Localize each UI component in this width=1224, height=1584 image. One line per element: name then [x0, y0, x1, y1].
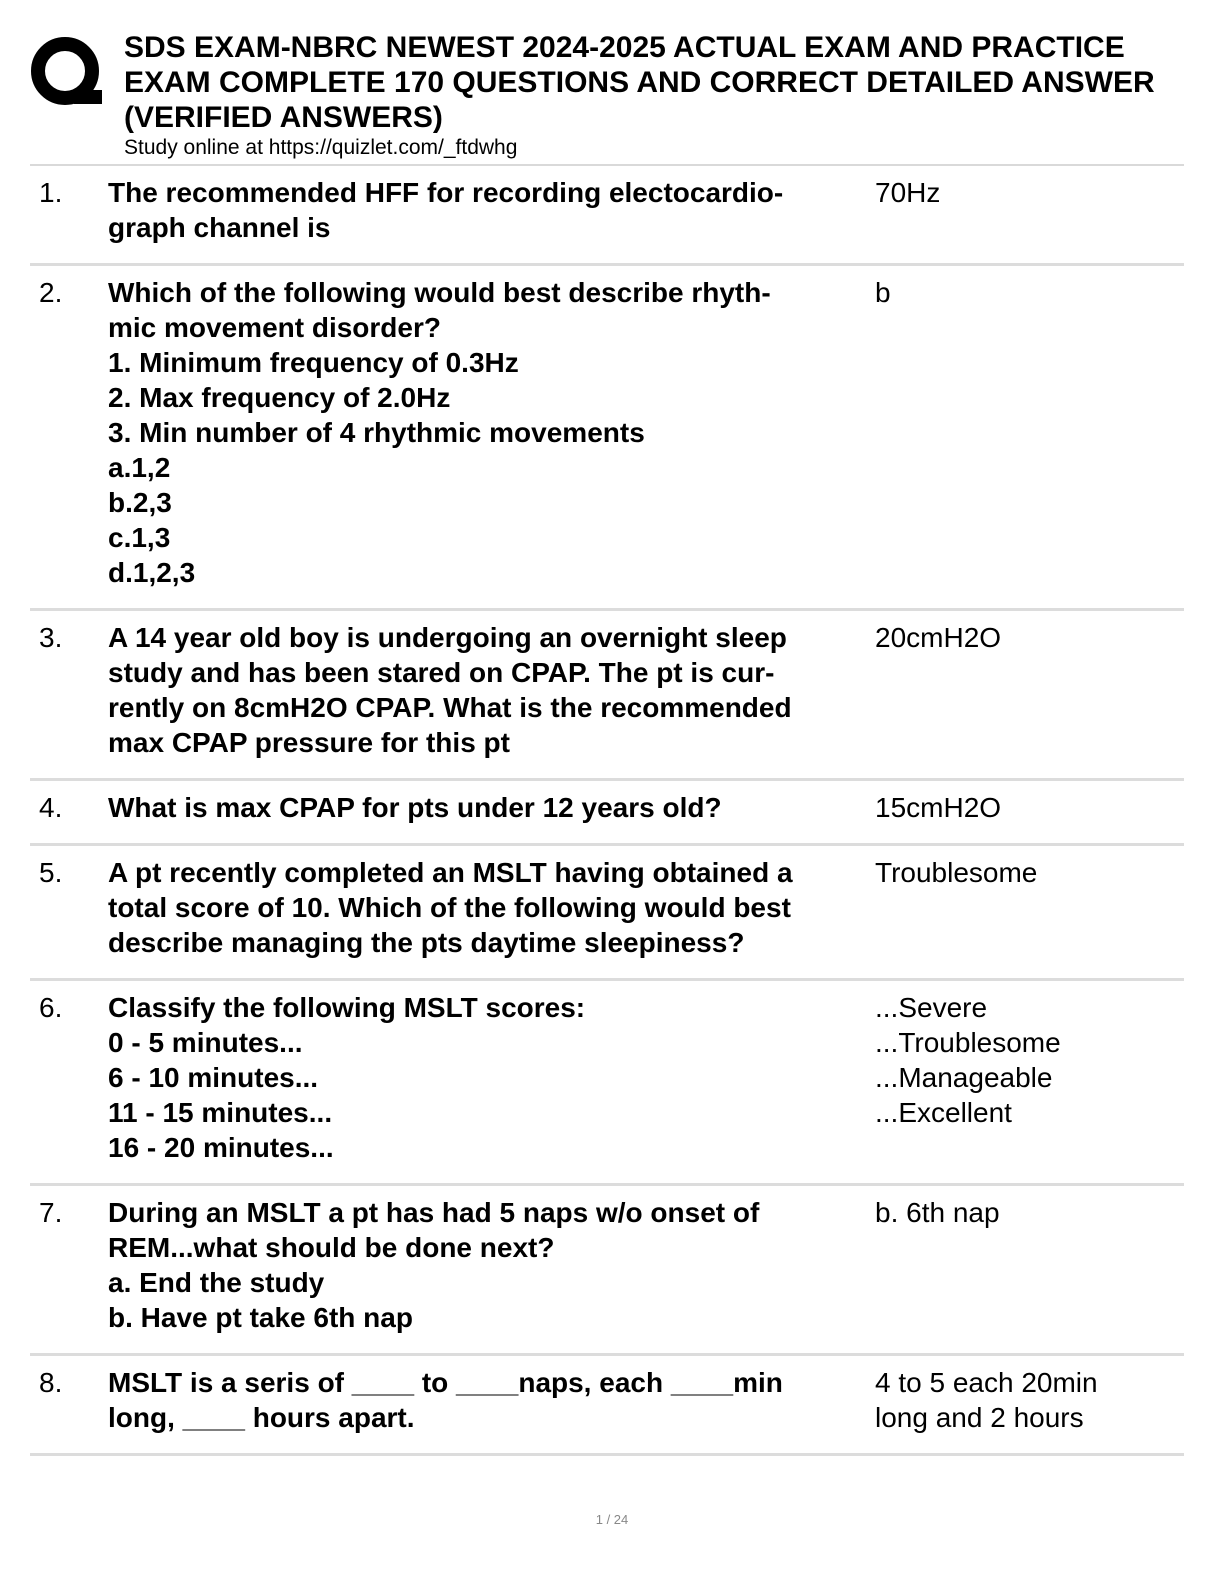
answer-line: b. 6th nap — [875, 1197, 1000, 1228]
question-number: 2. — [39, 277, 63, 308]
question-row — [30, 1356, 1184, 1456]
answer-text — [875, 790, 1175, 825]
question-line: a.1,2 — [108, 452, 171, 483]
title-line-2: EXAM COMPLETE 170 QUESTIONS AND CORRECT DETAILED ANSWER — [124, 66, 1155, 99]
question-line: 16 - 20 minutes... — [108, 1132, 334, 1163]
answer-line: Troublesome — [875, 857, 1038, 888]
question-line: 3. Min number of 4 rhythmic movements — [108, 417, 645, 448]
question-text — [108, 1195, 868, 1335]
answer-line: ...Excellent — [875, 1097, 1012, 1128]
question-line: 1. Minimum frequency of 0.3Hz — [108, 347, 519, 378]
question-row — [30, 1186, 1184, 1356]
question-line: Which of the following would best describe rhyth- — [108, 277, 771, 308]
question-line: 0 - 5 minutes... — [108, 1027, 303, 1058]
document-title — [124, 30, 1224, 135]
question-line: b. Have pt take 6th nap — [108, 1302, 413, 1333]
title-line-1: SDS EXAM-NBRC NEWEST 2024-2025 ACTUAL EXAM AND PRACTICE — [124, 31, 1125, 64]
answer-text — [875, 855, 1175, 890]
answer-line: 70Hz — [875, 177, 941, 208]
question-line: 11 - 15 minutes... — [108, 1097, 333, 1128]
question-row — [30, 166, 1184, 266]
question-line: b.2,3 — [108, 487, 172, 518]
quizlet-logo-icon — [30, 34, 104, 112]
question-number: 7. — [39, 1197, 63, 1228]
answer-line: ...Troublesome — [875, 1027, 1061, 1058]
question-line: max CPAP pressure for this pt — [108, 727, 510, 758]
question-number: 6. — [39, 992, 63, 1023]
question-row — [30, 611, 1184, 781]
question-row — [30, 846, 1184, 981]
question-line: study and has been stared on CPAP. The pt is cur- — [108, 657, 775, 688]
question-line: What is max CPAP for pts under 12 years old? — [108, 792, 722, 823]
question-line: a. End the study — [108, 1267, 325, 1298]
question-number: 5. — [39, 857, 63, 888]
question-number: 8. — [39, 1367, 63, 1398]
question-line: graph channel is — [108, 212, 331, 243]
question-number: 3. — [39, 622, 63, 653]
question-line: long, ____ hours apart. — [108, 1402, 415, 1433]
answer-line: 4 to 5 each 20min — [875, 1367, 1098, 1398]
question-row — [30, 981, 1184, 1186]
answer-line: 15cmH2O — [875, 792, 1002, 823]
question-line: A 14 year old boy is undergoing an overnight sleep — [108, 622, 787, 653]
question-text — [108, 855, 868, 960]
question-list — [30, 166, 1184, 1456]
answer-line: ...Manageable — [875, 1062, 1053, 1093]
question-text — [108, 1365, 868, 1435]
answer-text — [875, 1195, 1175, 1230]
answer-text — [875, 1365, 1175, 1435]
title-line-3: (VERIFIED ANSWERS) — [124, 101, 443, 134]
study-online-link[interactable]: Study online at https://quizlet.com/_ftdwhg — [124, 136, 518, 159]
question-text — [108, 790, 868, 825]
question-text — [108, 175, 868, 245]
answer-text — [875, 175, 1175, 210]
answer-text — [875, 275, 1175, 310]
page-number: 1 / 24 — [595, 1512, 629, 1527]
question-line: describe managing the pts daytime sleepiness? — [108, 927, 745, 958]
question-line: The recommended HFF for recording electocardio- — [108, 177, 784, 208]
question-line: 6 - 10 minutes... — [108, 1062, 319, 1093]
question-line: total score of 10. Which of the following would best — [108, 892, 791, 923]
question-number: 4. — [39, 792, 63, 823]
question-line: Classify the following MSLT scores: — [108, 992, 586, 1023]
answer-line: b — [875, 277, 891, 308]
question-number: 1. — [39, 177, 63, 208]
answer-text — [875, 990, 1175, 1130]
question-text — [108, 275, 868, 590]
question-text — [108, 620, 868, 760]
question-line: 2. Max frequency of 2.0Hz — [108, 382, 451, 413]
answer-line: ...Severe — [875, 992, 988, 1023]
question-line: d.1,2,3 — [108, 557, 196, 588]
question-line: REM...what should be done next? — [108, 1232, 555, 1263]
question-line: MSLT is a seris of ____ to ____naps, each ____min — [108, 1367, 783, 1398]
answer-line: long and 2 hours — [875, 1402, 1084, 1433]
question-row — [30, 266, 1184, 611]
question-text — [108, 990, 868, 1165]
question-line: mic movement disorder? — [108, 312, 441, 343]
document-header — [30, 30, 1224, 162]
question-line: During an MSLT a pt has had 5 naps w/o onset of — [108, 1197, 760, 1228]
question-row — [30, 781, 1184, 846]
answer-line: 20cmH2O — [875, 622, 1002, 653]
question-line: rently on 8cmH2O CPAP. What is the recommended — [108, 692, 792, 723]
answer-text — [875, 620, 1175, 655]
question-line: A pt recently completed an MSLT having obtained a — [108, 857, 793, 888]
question-line: c.1,3 — [108, 522, 171, 553]
